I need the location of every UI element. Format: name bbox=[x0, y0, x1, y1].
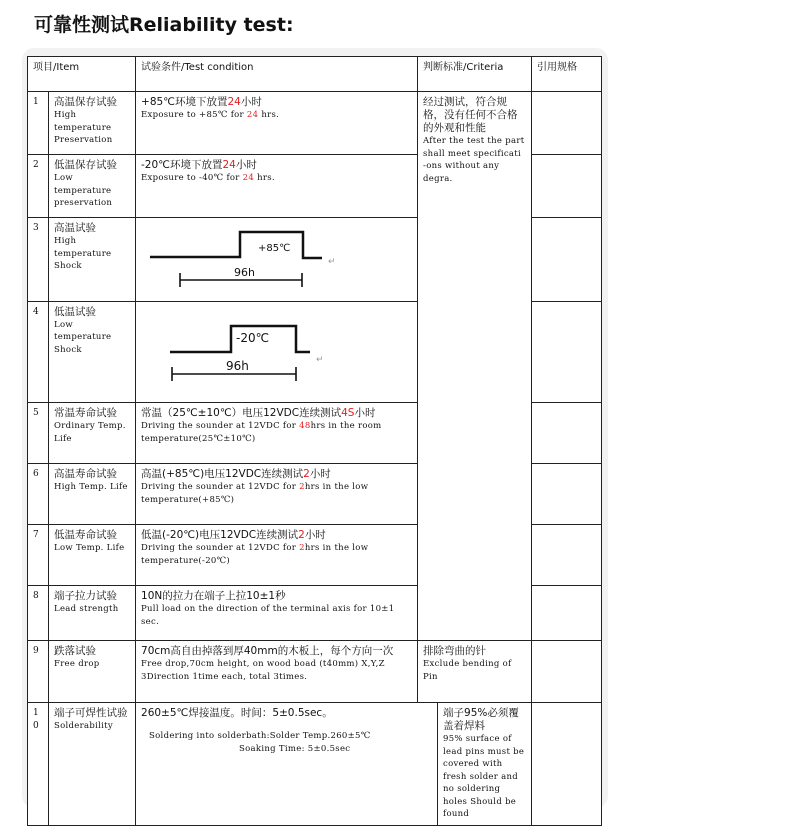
criteria-cont bbox=[418, 525, 532, 586]
row-ref bbox=[532, 301, 602, 403]
row-item: 端子拉力试验 Lead strength bbox=[49, 586, 136, 641]
row-ref bbox=[532, 703, 602, 826]
row-number: 1 bbox=[28, 92, 49, 155]
row-condition: 70cm高自由掉落到厚40mm的木板上，每个方向一次 Free drop,70cm height, on wood boad (t40mm) X,Y,Z 3Direction 1time each, total 3times. bbox=[136, 641, 418, 703]
table-row bbox=[28, 464, 602, 525]
header-ref: 引用规格 bbox=[532, 57, 602, 92]
row-number: 5 bbox=[28, 403, 49, 464]
row-item: 高温寿命试验 High Temp. Life bbox=[49, 464, 136, 525]
page-title: 可靠性测试Reliability test: bbox=[34, 14, 294, 36]
row-criteria: 排除弯曲的针 Exclude bending of Pin bbox=[418, 641, 532, 703]
table-row bbox=[28, 525, 602, 586]
row-ref bbox=[532, 218, 602, 302]
row-condition: +85℃环境下放置24小时 Exposure to +85℃ for 24 hrs. bbox=[136, 92, 418, 155]
table-row bbox=[28, 403, 602, 464]
diagram-time-label: 96h bbox=[226, 358, 249, 373]
row-ref bbox=[532, 464, 602, 525]
temp-profile-high bbox=[136, 218, 418, 296]
header-condition: 试验条件/Test condition bbox=[136, 57, 418, 92]
row-ref bbox=[532, 403, 602, 464]
diagram-temp-label: +85℃ bbox=[258, 243, 291, 254]
diagram-time-label: 96h bbox=[234, 266, 255, 279]
table-row bbox=[28, 218, 602, 302]
row-condition: 低温(-20℃)电压12VDC连续测试2小时 Driving the sounder at 12VDC for 2hrs in the low temperature(-20℃) bbox=[136, 525, 418, 586]
criteria-cont bbox=[418, 464, 532, 525]
table-header-row bbox=[28, 57, 602, 92]
row-item: 低温保存试验 Low temperature preservation bbox=[49, 155, 136, 218]
row-ref bbox=[532, 525, 602, 586]
row-item: 低温试验 Low temperature Shock bbox=[49, 301, 136, 403]
row-ref bbox=[532, 641, 602, 703]
return-mark-icon: ↵ bbox=[316, 354, 324, 365]
row-condition: 常温（25℃±10℃）电压12VDC连续测试4S小时 Driving the sounder at 12VDC for 48hrs in the room temperature(25℃±10℃) bbox=[136, 403, 418, 464]
temp-profile-low bbox=[136, 302, 418, 398]
criteria-cont bbox=[418, 586, 532, 641]
header-criteria: 判断标准/Criteria bbox=[418, 57, 532, 92]
row-number: 4 bbox=[28, 301, 49, 403]
row-ref bbox=[532, 92, 602, 155]
reliability-test-table bbox=[27, 56, 602, 826]
row-number: 9 bbox=[28, 641, 49, 703]
row-condition: -20℃环境下放置24小时 Exposure to -40℃ for 24 hrs. bbox=[136, 155, 418, 218]
row-number: 8 bbox=[28, 586, 49, 641]
table-row bbox=[28, 641, 602, 703]
row-item: 跌落试验 Free drop bbox=[49, 641, 136, 703]
table-row bbox=[28, 301, 602, 403]
high-temp-profile-diagram bbox=[136, 218, 418, 302]
criteria-cont bbox=[418, 218, 532, 302]
row-number: 1 0 bbox=[28, 703, 49, 826]
row-condition: 10N的拉力在端子上拉10±1秒 Pull load on the direction of the terminal axis for 10±1 sec. bbox=[136, 586, 418, 641]
row-number: 6 bbox=[28, 464, 49, 525]
low-temp-profile-diagram bbox=[136, 301, 418, 403]
row-item: 高温试验 High temperature Shock bbox=[49, 218, 136, 302]
row-condition: 高温(+85℃)电压12VDC连续测试2小时 Driving the sounder at 12VDC for 2hrs in the low temperature(+85℃) bbox=[136, 464, 418, 525]
row-ref bbox=[532, 586, 602, 641]
table-row bbox=[28, 703, 602, 826]
table-row bbox=[28, 92, 602, 155]
criteria-cont bbox=[418, 301, 532, 403]
row-criteria: 端子95%必须覆盖着焊料 95% surface of lead pins must be covered with fresh solder and no soldering holes Should be found bbox=[438, 703, 532, 826]
row-item: 端子可焊性试验 Solderability bbox=[49, 703, 136, 826]
row-ref bbox=[532, 155, 602, 218]
row-condition: 260±5℃焊接温度。时间：5±0.5sec。 Soldering into solderbath:Solder Temp.260±5℃ Soaking Time: 5±0.5sec bbox=[136, 703, 438, 826]
row-item: 低温寿命试验 Low Temp. Life bbox=[49, 525, 136, 586]
row-item: 高温保存试验 High temperature Preservation bbox=[49, 92, 136, 155]
criteria-cont bbox=[418, 403, 532, 464]
row-item: 常温寿命试验 Ordinary Temp. Life bbox=[49, 403, 136, 464]
diagram-temp-label: -20℃ bbox=[236, 330, 270, 345]
criteria-common: 经过测试，符合规格，没有任何不合格的外观和性能 After the test the part shall meet specificati -ons without any degra. bbox=[418, 92, 532, 218]
row-number: 3 bbox=[28, 218, 49, 302]
table-row bbox=[28, 586, 602, 641]
row-number: 2 bbox=[28, 155, 49, 218]
header-item: 项目/Item bbox=[28, 57, 136, 92]
return-mark-icon: ↵ bbox=[328, 257, 336, 267]
row-number: 7 bbox=[28, 525, 49, 586]
